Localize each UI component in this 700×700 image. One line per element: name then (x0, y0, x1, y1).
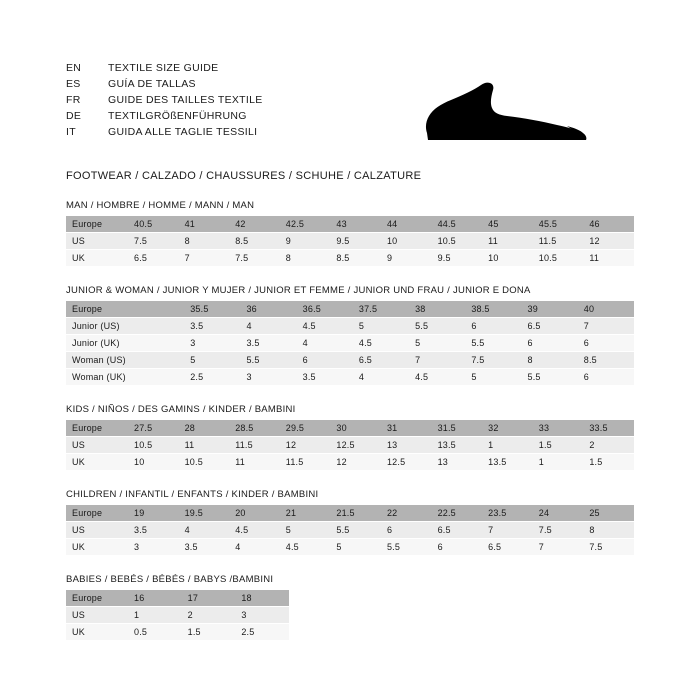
cell: 16 (128, 590, 182, 607)
cell: 6 (432, 539, 483, 556)
cell: 45 (482, 216, 533, 233)
cell: 1 (482, 437, 533, 454)
cell: 11 (229, 454, 280, 471)
cell: 19 (128, 505, 179, 522)
cell: 3.5 (297, 369, 353, 386)
size-table-kids (66, 420, 634, 471)
category-title: FOOTWEAR / CALZADO / CHAUSSURES / SCHUHE / CALZATURE (66, 170, 422, 182)
cell: 4.5 (353, 335, 409, 352)
table-row (66, 590, 289, 607)
cell: 20 (229, 505, 280, 522)
cell: 7 (179, 250, 230, 267)
cell: 2 (182, 607, 236, 624)
cell (128, 301, 184, 318)
cell: 9.5 (432, 250, 483, 267)
cell: 10 (128, 454, 179, 471)
cell: 8 (522, 352, 578, 369)
cell: 11.5 (229, 437, 280, 454)
cell: 6 (297, 352, 353, 369)
size-group-man (66, 200, 634, 267)
cell: 28 (179, 420, 230, 437)
row-label: Europe (66, 505, 128, 522)
table-row (66, 505, 634, 522)
table-row (66, 233, 634, 250)
cell: 3.5 (240, 335, 296, 352)
cell: 1.5 (583, 454, 634, 471)
cell: 30 (330, 420, 381, 437)
table-row (66, 318, 634, 335)
row-label: Europe (66, 301, 128, 318)
cell: 2.5 (235, 624, 289, 641)
cell: 3.5 (179, 539, 230, 556)
cell: 31 (381, 420, 432, 437)
row-label: Europe (66, 420, 128, 437)
size-table-children (66, 505, 634, 556)
language-code: ES (66, 78, 81, 90)
cell: 10.5 (128, 437, 179, 454)
cell: 8 (583, 522, 634, 539)
cell: 8 (280, 250, 331, 267)
cell: 36 (240, 301, 296, 318)
cell: 12 (330, 454, 381, 471)
cell: 32 (482, 420, 533, 437)
cell: 10.5 (533, 250, 584, 267)
cell: 18 (235, 590, 289, 607)
cell: 3 (240, 369, 296, 386)
table-row (66, 522, 634, 539)
row-label: Junior (US) (66, 318, 128, 335)
row-label: Woman (UK) (66, 369, 128, 386)
cell: 27.5 (128, 420, 179, 437)
row-label: US (66, 522, 128, 539)
cell: 5.5 (522, 369, 578, 386)
cell: 33.5 (583, 420, 634, 437)
cell: 37.5 (353, 301, 409, 318)
cell: 7.5 (533, 522, 584, 539)
cell: 7.5 (583, 539, 634, 556)
cell: 4.5 (297, 318, 353, 335)
size-table-man (66, 216, 634, 267)
language-row (66, 110, 263, 126)
cell: 28.5 (229, 420, 280, 437)
cell: 6 (522, 335, 578, 352)
cell: 6.5 (353, 352, 409, 369)
cell: 12 (583, 233, 634, 250)
language-title: GUIDA ALLE TAGLIE TESSILI (108, 126, 258, 138)
table-row (66, 624, 289, 641)
cell (128, 335, 184, 352)
cell: 40 (578, 301, 634, 318)
language-title: TEXTILGRÖßENFÜHRUNG (108, 110, 247, 122)
cell: 43 (330, 216, 381, 233)
cell: 21 (280, 505, 331, 522)
cell: 9.5 (330, 233, 381, 250)
cell: 4 (179, 522, 230, 539)
cell: 6 (578, 369, 634, 386)
language-code: FR (66, 94, 81, 106)
row-label: UK (66, 454, 128, 471)
cell: 6.5 (432, 522, 483, 539)
row-label: US (66, 233, 128, 250)
cell: 8.5 (229, 233, 280, 250)
cell: 13 (381, 437, 432, 454)
cell: 4 (353, 369, 409, 386)
cell: 7 (409, 352, 465, 369)
cell: 6.5 (482, 539, 533, 556)
cell: 4.5 (280, 539, 331, 556)
table-row (66, 539, 634, 556)
row-label: US (66, 607, 128, 624)
cell: 1 (128, 607, 182, 624)
cell: 41 (179, 216, 230, 233)
cell: 11.5 (533, 233, 584, 250)
cell: 5 (409, 335, 465, 352)
language-row (66, 126, 263, 142)
cell: 6 (381, 522, 432, 539)
row-label: Europe (66, 590, 128, 607)
table-row (66, 437, 634, 454)
language-row (66, 78, 263, 94)
cell: 6.5 (128, 250, 179, 267)
language-row (66, 94, 263, 110)
cell: 7 (533, 539, 584, 556)
size-group-babies (66, 574, 634, 641)
cell: 7 (482, 522, 533, 539)
cell: 44.5 (432, 216, 483, 233)
cell: 5 (353, 318, 409, 335)
cell: 4.5 (229, 522, 280, 539)
cell: 21.5 (330, 505, 381, 522)
cell: 3.5 (184, 318, 240, 335)
language-code: IT (66, 126, 76, 138)
cell: 13 (432, 454, 483, 471)
group-title: JUNIOR & WOMAN / JUNIOR Y MUJER / JUNIOR ET FEMME / JUNIOR UND FRAU / JUNIOR E DONA (66, 285, 531, 296)
cell: 19.5 (179, 505, 230, 522)
cell: 3 (128, 539, 179, 556)
table-row (66, 352, 634, 369)
cell: 7.5 (128, 233, 179, 250)
cell: 6.5 (522, 318, 578, 335)
cell (128, 352, 184, 369)
cell: 2.5 (184, 369, 240, 386)
cell: 11 (583, 250, 634, 267)
group-title: BABIES / BEBÉS / BÉBÉS / BABYS /BAMBINI (66, 574, 274, 585)
row-label: US (66, 437, 128, 454)
table-row (66, 369, 634, 386)
row-label: UK (66, 539, 128, 556)
cell: 5 (465, 369, 521, 386)
cell: 36.5 (297, 301, 353, 318)
cell: 45.5 (533, 216, 584, 233)
language-title: GUÍA DE TALLAS (108, 78, 196, 90)
cell: 12.5 (330, 437, 381, 454)
table-row (66, 216, 634, 233)
cell: 7.5 (465, 352, 521, 369)
dress-shoe-icon (419, 78, 594, 148)
cell: 22.5 (432, 505, 483, 522)
cell: 5.5 (381, 539, 432, 556)
language-title: GUIDE DES TAILLES TEXTILE (108, 94, 263, 106)
cell: 23.5 (482, 505, 533, 522)
cell: 5 (184, 352, 240, 369)
cell: 44 (381, 216, 432, 233)
cell: 1.5 (533, 437, 584, 454)
cell: 5.5 (409, 318, 465, 335)
cell: 13.5 (482, 454, 533, 471)
cell: 5 (280, 522, 331, 539)
cell: 11 (482, 233, 533, 250)
table-row (66, 250, 634, 267)
cell: 42.5 (280, 216, 331, 233)
cell: 12.5 (381, 454, 432, 471)
cell: 1 (533, 454, 584, 471)
cell: 3 (235, 607, 289, 624)
size-table-junior-woman (66, 301, 634, 386)
cell (128, 318, 184, 335)
cell: 8.5 (330, 250, 381, 267)
language-row (66, 62, 263, 78)
cell: 4.5 (409, 369, 465, 386)
cell: 7.5 (229, 250, 280, 267)
row-label: Europe (66, 216, 128, 233)
row-label: UK (66, 250, 128, 267)
size-group-children (66, 489, 634, 556)
group-title: MAN / HOMBRE / HOMME / MANN / MAN (66, 200, 255, 211)
size-group-junior-woman (66, 285, 634, 386)
cell: 9 (280, 233, 331, 250)
row-label: Junior (UK) (66, 335, 128, 352)
cell: 13.5 (432, 437, 483, 454)
cell: 4 (229, 539, 280, 556)
cell: 5.5 (330, 522, 381, 539)
cell: 6 (465, 318, 521, 335)
cell (128, 369, 184, 386)
cell: 40.5 (128, 216, 179, 233)
group-title: CHILDREN / INFANTIL / ENFANTS / KINDER / BAMBINI (66, 489, 319, 500)
cell: 31.5 (432, 420, 483, 437)
cell: 11.5 (280, 454, 331, 471)
cell: 35.5 (184, 301, 240, 318)
table-row (66, 335, 634, 352)
row-label: Woman (US) (66, 352, 128, 369)
cell: 42 (229, 216, 280, 233)
size-table-babies (66, 590, 289, 641)
size-group-kids (66, 404, 634, 471)
cell: 1.5 (182, 624, 236, 641)
row-label: UK (66, 624, 128, 641)
language-title: TEXTILE SIZE GUIDE (108, 62, 219, 74)
language-title-list (66, 62, 263, 142)
cell: 5.5 (240, 352, 296, 369)
cell: 7 (578, 318, 634, 335)
language-code: DE (66, 110, 82, 122)
table-row (66, 454, 634, 471)
group-title: KIDS / NIÑOS / DES GAMINS / KINDER / BAMBINI (66, 404, 296, 415)
cell: 22 (381, 505, 432, 522)
cell: 25 (583, 505, 634, 522)
table-row (66, 420, 634, 437)
cell: 46 (583, 216, 634, 233)
cell: 4 (240, 318, 296, 335)
table-row (66, 607, 289, 624)
cell: 3 (184, 335, 240, 352)
cell: 39 (522, 301, 578, 318)
cell: 38.5 (465, 301, 521, 318)
cell: 6 (578, 335, 634, 352)
cell: 9 (381, 250, 432, 267)
cell: 10 (482, 250, 533, 267)
cell: 5.5 (465, 335, 521, 352)
cell: 10.5 (432, 233, 483, 250)
cell: 0.5 (128, 624, 182, 641)
cell: 12 (280, 437, 331, 454)
language-code: EN (66, 62, 82, 74)
document-header (66, 62, 634, 154)
language-title-body (66, 62, 263, 142)
cell: 10.5 (179, 454, 230, 471)
cell: 3.5 (128, 522, 179, 539)
cell: 33 (533, 420, 584, 437)
cell: 11 (179, 437, 230, 454)
cell: 8 (179, 233, 230, 250)
cell: 24 (533, 505, 584, 522)
cell: 2 (583, 437, 634, 454)
cell: 38 (409, 301, 465, 318)
cell: 5 (330, 539, 381, 556)
cell: 4 (297, 335, 353, 352)
cell: 17 (182, 590, 236, 607)
cell: 29.5 (280, 420, 331, 437)
cell: 10 (381, 233, 432, 250)
cell: 8.5 (578, 352, 634, 369)
table-row (66, 301, 634, 318)
